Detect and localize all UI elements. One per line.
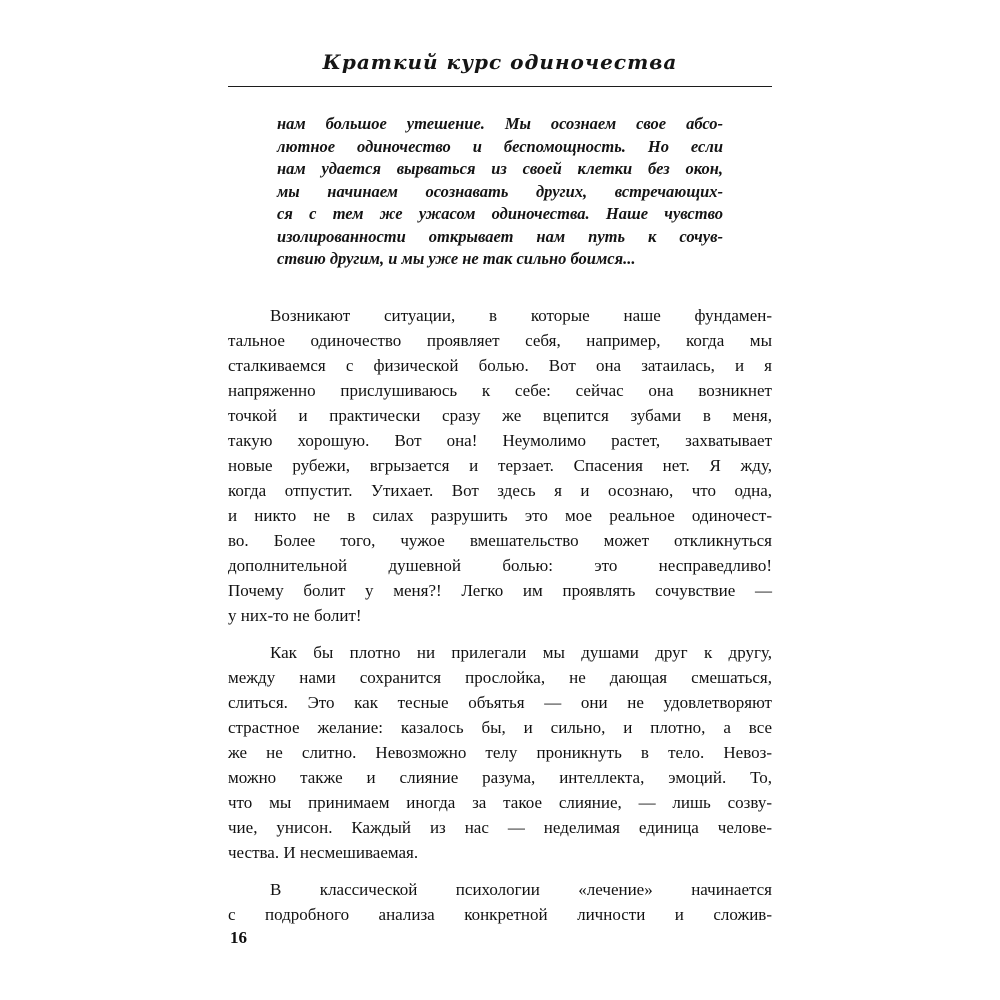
- epigraph-quote: [277, 113, 723, 271]
- text-line: нам большое утешение. Мы осознаем свое абсо-: [277, 114, 723, 133]
- text-line: и никто не в силах разрушить это мое реальное одиночест-: [228, 505, 772, 525]
- text-line: точкой и практически сразу же вцепится зубами в меня,: [228, 405, 772, 425]
- text-line: ствию другим, и мы уже не так сильно боимся...: [277, 249, 636, 268]
- page-header: [228, 50, 772, 87]
- running-head-title: Краткий курс одиночества: [322, 50, 678, 74]
- text-line: же не слитно. Невозможно телу проникнуть в тело. Невоз-: [228, 742, 772, 762]
- page-number: 16: [230, 928, 247, 947]
- text-line: с подробного анализа конкретной личности и сложив-: [228, 904, 772, 924]
- body-paragraph-1: [228, 303, 772, 628]
- text-line: чие, унисон. Каждый из нас — неделимая единица челове-: [228, 817, 772, 837]
- text-line: можно также и слияние разума, интеллекта, эмоций. То,: [228, 767, 772, 787]
- page-content: [228, 0, 772, 927]
- text-line: нам удается вырваться из своей клетки без окон,: [277, 159, 723, 178]
- text-line: изолированности открывает нам путь к сочув-: [277, 226, 723, 246]
- body-paragraph-2: [228, 640, 772, 865]
- text-line: во. Более того, чужое вмешательство может откликнуться: [228, 530, 772, 550]
- text-line: дополнительной душевной болью: это несправедливо!: [228, 555, 772, 575]
- text-line: между нами сохранится прослойка, не дающая смешаться,: [228, 667, 772, 687]
- text-line: тальное одиночество проявляет себя, например, когда мы: [228, 330, 772, 350]
- text-line: лютное одиночество и беспомощность. Но если: [277, 136, 723, 156]
- text-line: В классической психологии «лечение» начинается: [270, 879, 772, 899]
- text-line: что мы принимаем иногда за такое слияние, — лишь созву-: [228, 792, 772, 812]
- text-line: Почему болит у меня?! Легко им проявлять сочувствие —: [228, 580, 772, 600]
- text-line: ся с тем же ужасом одиночества. Наше чувство: [277, 204, 723, 223]
- text-line: чества. И несмешиваемая.: [228, 842, 419, 862]
- header-rule: [228, 86, 772, 87]
- text-line: страстное желание: казалось бы, и сильно, и плотно, а все: [228, 717, 772, 737]
- text-line: Как бы плотно ни прилегали мы душами друг к другу,: [270, 642, 772, 662]
- text-line: такую хорошую. Вот она! Неумолимо растет, захватывает: [228, 430, 772, 450]
- text-line: слиться. Это как тесные объятья — они не удовлетворяют: [228, 692, 772, 712]
- text-line: у них-то не болит!: [228, 605, 362, 625]
- text-line: когда отпустит. Утихает. Вот здесь я и осознаю, что одна,: [228, 480, 772, 500]
- text-line: Возникают ситуации, в которые наше фундамен-: [270, 305, 772, 325]
- text-line: напряженно прислушиваюсь к себе: сейчас она возникнет: [228, 380, 772, 400]
- text-line: сталкиваемся с физической болью. Вот она затаилась, и я: [228, 355, 772, 375]
- text-line: новые рубежи, вгрызается и терзает. Спасения нет. Я жду,: [228, 455, 772, 475]
- text-line: мы начинаем осознавать других, встречающих-: [277, 181, 723, 201]
- body-paragraph-3: [228, 877, 772, 927]
